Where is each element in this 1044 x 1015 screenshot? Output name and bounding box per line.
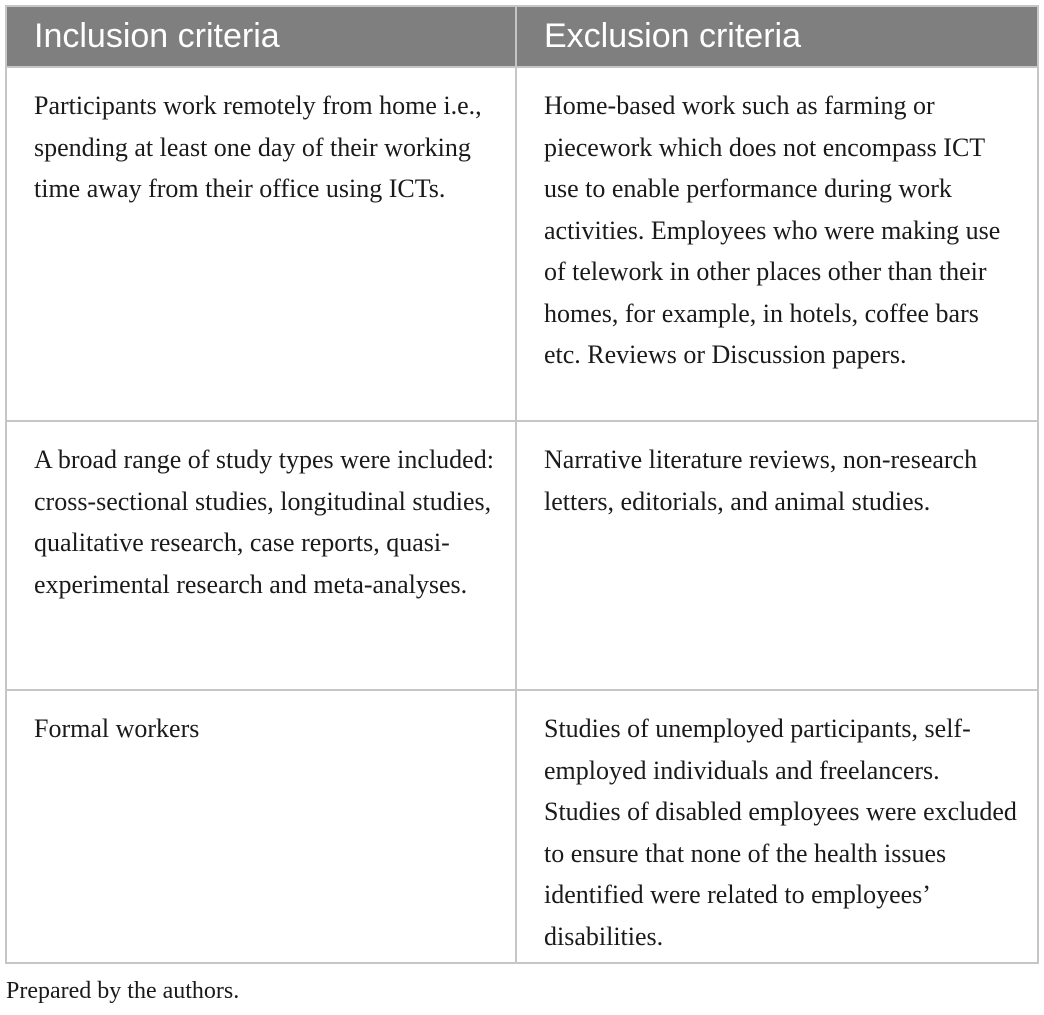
criteria-table [5, 5, 1039, 964]
header-exclusion-criteria: Exclusion criteria [516, 6, 1038, 67]
table-row [6, 690, 1038, 963]
exclusion-cell: Narrative literature reviews, non-research letters, editorials, and animal studies. [516, 421, 1038, 690]
table-header [6, 6, 1038, 67]
table-body [6, 67, 1038, 963]
exclusion-cell: Home-based work such as farming or piecework which does not encompass ICT use to enable performance during work activities. Employees who were making use of telework in other places other than their homes, for example, in hotels, coffee bars etc. Reviews or Discussion papers. [516, 67, 1038, 421]
inclusion-cell: Participants work remotely from home i.e., spending at least one day of their working time away from their office using ICTs. [6, 67, 516, 421]
table-row [6, 67, 1038, 421]
inclusion-cell: Formal workers [6, 690, 516, 963]
inclusion-cell: A broad range of study types were included: cross-sectional studies, longitudinal studies, qualitative research, case reports, quasi-experimental research and meta-analyses. [6, 421, 516, 690]
exclusion-cell: Studies of unemployed participants, self-employed individuals and freelancers. Studies of disabled employees were excluded to ensure that none of the health issues identified were related to employees’ disabilities. [516, 690, 1038, 963]
table-footnote: Prepared by the authors. [6, 978, 240, 1004]
header-inclusion-criteria: Inclusion criteria [6, 6, 516, 67]
table-row [6, 421, 1038, 690]
header-row [6, 6, 1038, 67]
